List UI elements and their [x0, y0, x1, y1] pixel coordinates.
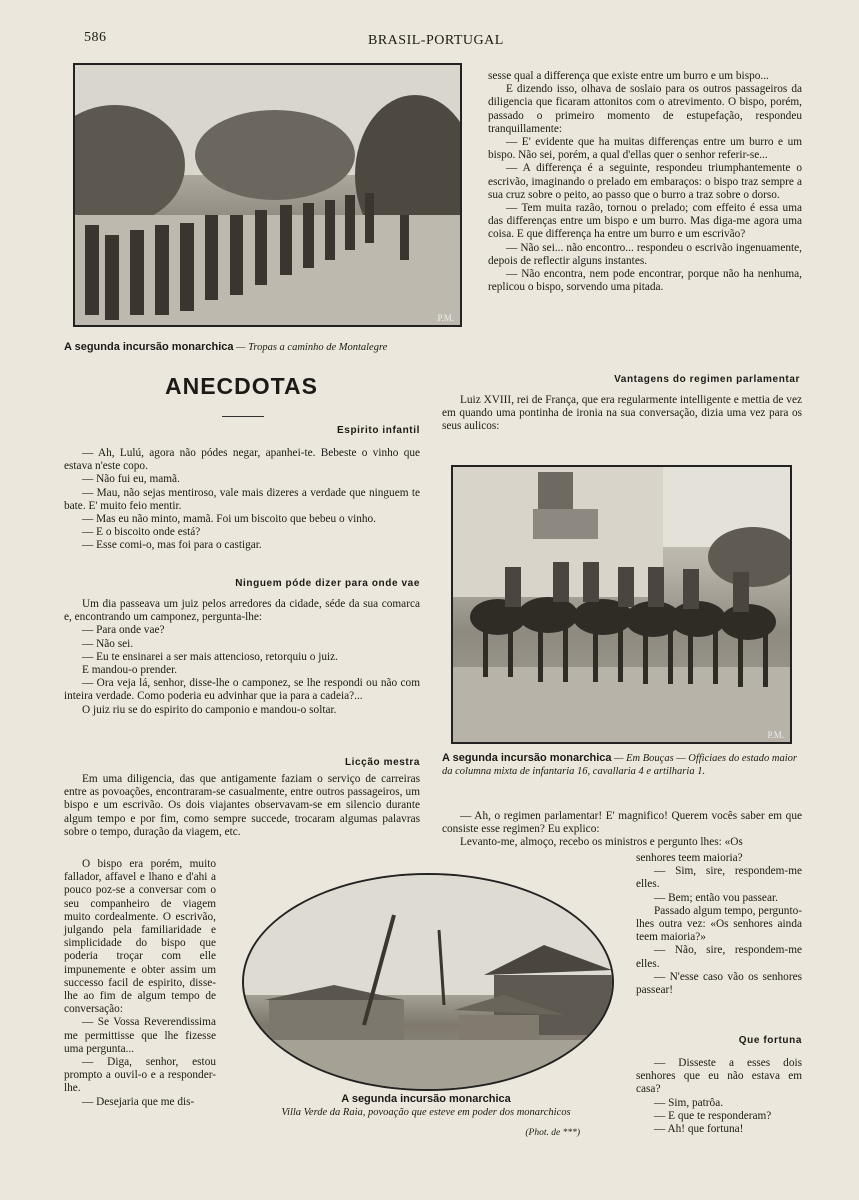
paragraph: — Mas eu não minto, mamã. Foi um biscoito que bebeu o vinho. — [82, 513, 376, 526]
paragraph: — Ah! que fortuna! — [654, 1123, 744, 1136]
paragraph: — Ah, o regimen parlamentar! E' magnifico! Querem vocês saber em que consiste esse regimen? Eu explico: — [442, 810, 802, 836]
paragraph: — Para onde vae? — [82, 624, 165, 637]
paragraph: Um dia passeava um juiz pelos arredores da cidade, séde da sua comarca e, encontrando um camponez, pergunta-lhe: — [64, 598, 420, 624]
photo1-caption — [64, 341, 474, 354]
paragraph: — Disseste a esses dois senhores que eu não estava em casa? — [636, 1057, 802, 1096]
paragraph: — Não fui eu, mamã. — [82, 473, 180, 486]
photo-troops-marching — [73, 63, 462, 327]
paragraph: — Diga, senhor, estou prompto a ouvil-o e a responder-lhe. — [64, 1056, 216, 1095]
paragraph: E dizendo isso, olhava de soslaio para os outros passageiros da diligencia que ficaram attonitos com o atrevimento. O bispo, porém, passado o primeiro momento de estupefação, respondeu tranquillamente: — [488, 83, 802, 135]
paragraph: — Não encontra, nem pode encontrar, porque não ha nenhuma, replicou o bispo, sorvendo uma pitada. — [488, 268, 802, 294]
paragraph: — E o biscoito onde está? — [82, 526, 201, 539]
subheading-ninguem: Ninguem póde dizer para onde vae — [235, 578, 420, 589]
title-divider — [222, 416, 264, 417]
photo2-caption — [442, 752, 802, 778]
paragraph: — E que te responderam? — [654, 1109, 772, 1122]
paragraph: — Eu te ensinarei a ser mais attencioso, retorquiu o juiz. — [82, 650, 338, 663]
paragraph: — Não, sire, respondem-me elles. — [636, 944, 802, 970]
photo2-caption-italic: — Em Bouças — Officiaes do estado maior da columna mixta de infantaria 16, cavallaria 4 e artilharia 1. — [442, 753, 798, 777]
paragraph: — Bem; então vou passear. — [654, 891, 778, 904]
paragraph: — Ah, Lulú, agora não pódes negar, apanhei-te. Bebeste o vinho que estava n'este copo. — [64, 447, 420, 473]
paragraph: — Desejaria que me dis- — [82, 1095, 195, 1108]
paragraph: — E' evidente que ha muitas differenças entre um burro e um bispo. Não sei, porém, a qual d'ellas quer o senhor referir-se... — [488, 136, 802, 162]
paragraph: sesse qual a differença que existe entre um burro e um bispo... — [488, 70, 769, 82]
ninguem-text — [64, 598, 420, 717]
licao-top-text — [64, 773, 420, 839]
fortuna-text — [636, 1057, 802, 1136]
village-illustration — [244, 875, 612, 1089]
vantagens-intro-text — [442, 394, 802, 434]
photo3-caption-bold: A segunda incursão monarchica — [341, 1093, 511, 1105]
licao-left-text — [64, 858, 216, 1109]
page-number: 586 — [84, 30, 107, 45]
paragraph: Passado algum tempo, pergunto-lhes outra vez: «Os senhores ainda teem maioria?» — [636, 904, 802, 944]
paragraph: — N'esse caso vão os senhores passear! — [636, 970, 802, 997]
paragraph: Luiz XVIII, rei de França, que era regularmente intelligente e mettia de vez em quando uma pontinha de ironia na sua conversação, dizia uma vez para os seus aulicos: — [442, 394, 802, 433]
paragraph: — Esse comi-o, mas foi para o castigar. — [82, 539, 262, 552]
paragraph: O bispo era porém, muito fallador, affavel e lhano e d'ahi a pouco poz-se a conversar com o seu companheiro de viagem muito cordealmente. O escrivão, julgando pela familiaridade e simplicidade do bispo que poderia troçar com elle impunemente e obter assim um successo facil de espirito, disse-lhe ao fim de algum tempo de conversação: — [64, 858, 216, 1016]
espirito-text — [64, 447, 420, 553]
paragraph: Levanto-me, almoço, recebo os ministros e pergunto lhes: «Os — [460, 836, 743, 849]
subheading-espirito: Espirito infantil — [337, 425, 420, 436]
paragraph: — Sim, sire, respondem-me elles. — [636, 865, 802, 891]
photo3-caption — [242, 1093, 610, 1119]
section-title: ANECDOTAS — [165, 373, 318, 399]
troops-illustration — [75, 65, 460, 325]
photo2-caption-bold: A segunda incursão monarchica — [442, 752, 612, 764]
subheading-licao: Licção mestra — [344, 757, 420, 768]
photo1-caption-bold: A segunda incursão monarchica — [64, 341, 234, 353]
licao-right-text — [488, 70, 802, 294]
paragraph: — Tem muita razão, tornou o prelado; com effeito é essa uma das differenças entre um bispo e um burro. Mas diga-me agora uma coisa. E que differença ha entre um burro e um escrivão? — [488, 202, 802, 241]
paragraph: Em uma diligencia, das que antigamente faziam o serviço de carreiras entre as povoações, encontraram-se casualmente, entre outros passageiros, um bispo e um escrivão. Os dois viajantes observavam-se em silencio durante algum tempo e por fim, como sempre succede, trocaram algumas palavras sobre o tempo, duração da viagem, etc. — [64, 773, 420, 838]
vantagens-mid-text — [442, 810, 802, 850]
paragraph: — Ora veja lá, senhor, disse-lhe o camponez, se lhe respondi ou não com inteira verdade. Como poderia eu advinhar que ia para a cadeia?... — [64, 677, 420, 703]
photo1-caption-italic: — Tropas a caminho de Montalegre — [236, 342, 388, 353]
paragraph: — Não sei. — [82, 637, 134, 650]
paragraph: — Mau, não sejas mentiroso, vale mais dizeres a verdade que ninguem te bate. E' muito feio mentir. — [64, 486, 420, 512]
paragraph: — Não sei... não encontro... respondeu o escrivão ingenuamente, depois de reflectir alguns instantes. — [488, 241, 802, 267]
subheading-vantagens: Vantagens do regimen parlamentar — [614, 374, 800, 385]
paragraph: — A differença é a seguinte, respondeu triumphantemente o escrivão, imaginando o prelado em embaraços: o bispo traz sempre a sua cruz sobre o peito, ao passo que o burro a traz sobre o dorso. — [488, 162, 802, 201]
paragraph: — Se Vossa Reverendissima me permittisse que lhe fizesse uma pergunta... — [64, 1016, 216, 1055]
vantagens-col-text — [636, 852, 802, 997]
paragraph: E mandou-o prender. — [82, 664, 178, 677]
paragraph: — Sim, patrôa. — [654, 1096, 724, 1109]
photo3-caption-italic: Villa Verde da Raia, povoação que esteve em poder dos monarchicos — [281, 1107, 571, 1118]
photo3-credit: (Phot. de ***) — [525, 1128, 580, 1138]
page-title: BRASIL-PORTUGAL — [368, 33, 504, 48]
photo-mark: P.M. — [437, 313, 454, 323]
paragraph: O juiz riu se do espirito do camponio e mandou-o soltar. — [82, 703, 337, 716]
photo-village-oval — [242, 873, 614, 1091]
cavalry-illustration — [453, 467, 790, 742]
subheading-fortuna: Que fortuna — [738, 1035, 802, 1046]
photo-officers-cavalry — [451, 465, 792, 744]
photo-mark: P.M. — [767, 730, 784, 740]
paragraph: senhores teem maioria? — [636, 852, 743, 864]
